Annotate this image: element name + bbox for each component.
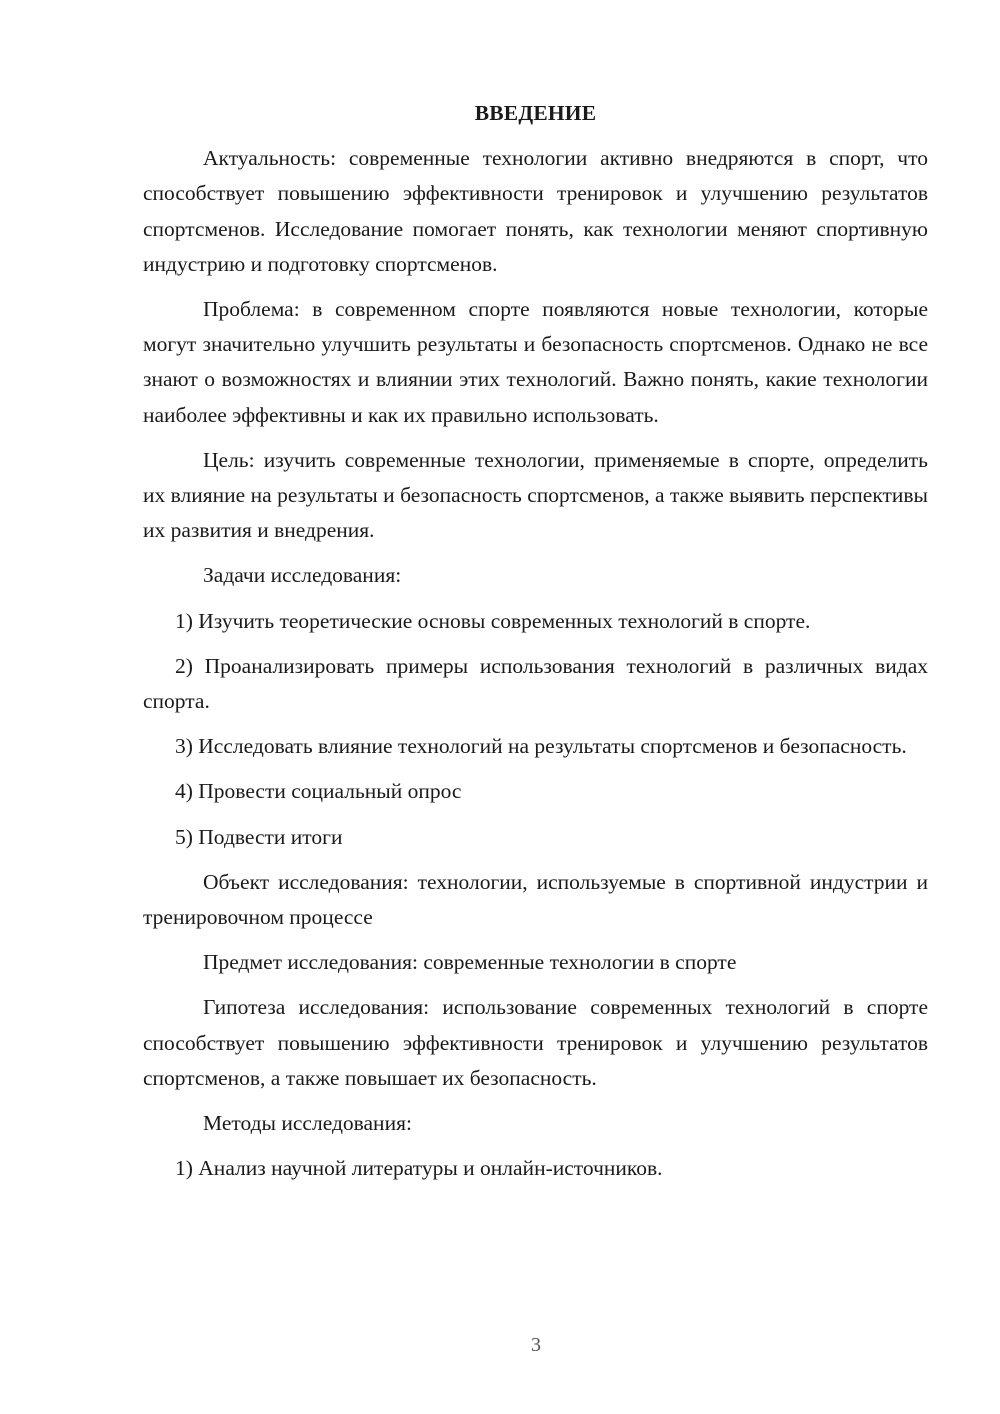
paragraph-object: Объект исследования: технологии, используемые в спортивной индустрии и тренировочном процессе bbox=[143, 869, 928, 930]
section-title: ВВЕДЕНИЕ bbox=[474, 101, 597, 125]
paragraph-goal: Цель: изучить современные технологии, применяемые в спорте, определить их влияние на результаты и безопасность спортсменов, а также выявить перспективы их развития и внедрения. bbox=[143, 447, 928, 543]
page-content bbox=[143, 96, 928, 1196]
page-number: 3 bbox=[531, 1334, 541, 1356]
task-item-4: 4) Провести социальный опрос bbox=[175, 779, 462, 804]
paragraph-problem: Проблема: в современном спорте появляются новые технологии, которые могут значительно улучшить результаты и безопасность спортсменов. Однако не все знают о возможностях и влиянии этих технологий. Важно понять, какие технологии наиболее эффективны и как их правильно использовать. bbox=[143, 297, 928, 427]
task-item-3: 3) Исследовать влияние технологий на результаты спортсменов и безопасность. bbox=[175, 734, 907, 759]
task-item-2: 2) Проанализировать примеры использования технологий в различных видах спорта. bbox=[143, 653, 928, 714]
paragraph-subject: Предмет исследования: современные технологии в спорте bbox=[203, 950, 737, 975]
task-item-5: 5) Подвести итоги bbox=[175, 824, 343, 849]
task-item-1: 1) Изучить теоретические основы современных технологий в спорте. bbox=[175, 608, 811, 633]
paragraph-relevance: Актуальность: современные технологии активно внедряются в спорт, что способствует повышению эффективности тренировок и улучшению результатов спортсменов. Исследование помогает понять, как технологии меняют спортивную индустрию и подготовку спортсменов. bbox=[143, 146, 928, 276]
method-item-1: 1) Анализ научной литературы и онлайн-источников. bbox=[175, 1156, 663, 1181]
paragraph-hypothesis: Гипотеза исследования: использование современных технологий в спорте способствует повышению эффективности тренировок и улучшению результатов спортсменов, а также повышает их безопасность. bbox=[143, 995, 928, 1090]
paragraph-tasks-heading: Задачи исследования: bbox=[203, 563, 402, 588]
paragraph-methods-heading: Методы исследования: bbox=[203, 1111, 412, 1136]
